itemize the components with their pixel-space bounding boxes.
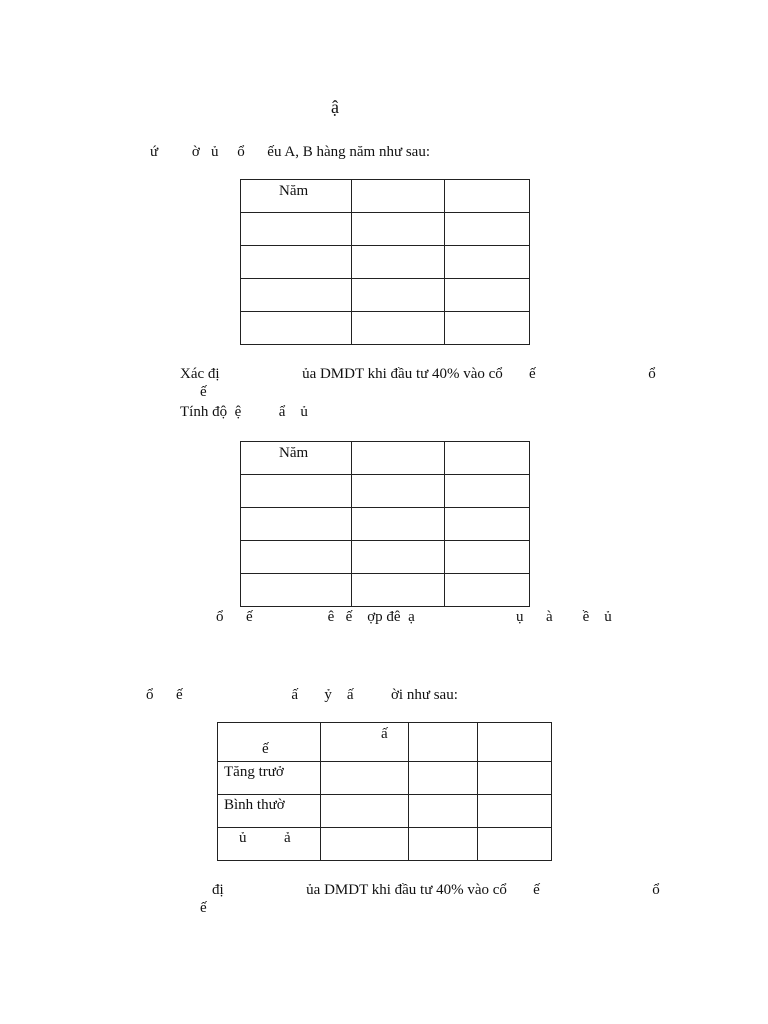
table-1	[240, 179, 530, 345]
table-cell: Tăng trưở	[218, 762, 321, 795]
table-1-header-year: Năm	[241, 180, 352, 213]
table-cell: ủ ả	[218, 828, 321, 861]
table-cell	[445, 312, 530, 345]
question-1-line-1: Xác đị ủa DMDT khi đầu tư 40% vào cổ ế ổ	[180, 366, 656, 382]
table-row	[241, 213, 530, 246]
table-cell	[352, 312, 445, 345]
table-row	[241, 574, 530, 607]
table-cell	[321, 762, 409, 795]
table-row	[241, 541, 530, 574]
table-cell	[445, 574, 530, 607]
table-cell	[478, 723, 552, 762]
table-cell	[445, 213, 530, 246]
question-3-line-2: ế	[200, 900, 207, 916]
table-row	[241, 475, 530, 508]
table-cell	[241, 312, 352, 345]
table-cell	[478, 762, 552, 795]
page-title: ậ	[331, 97, 339, 117]
table-2-header-year: Năm	[241, 442, 352, 475]
table-cell	[321, 795, 409, 828]
table-cell	[241, 541, 352, 574]
table-row	[241, 508, 530, 541]
table-cell	[445, 246, 530, 279]
table-cell: Bình thườ	[218, 795, 321, 828]
table-cell	[241, 475, 352, 508]
table-cell	[445, 508, 530, 541]
table-cell	[241, 213, 352, 246]
table-cell	[352, 574, 445, 607]
table-cell	[352, 475, 445, 508]
table-3-header-col2: ấ	[321, 723, 409, 762]
table-cell	[241, 279, 352, 312]
intro-line-1: ứ ờ ủ ổ ếu A, B hàng năm như sau:	[150, 144, 431, 160]
table-cell	[409, 762, 478, 795]
table-cell	[478, 795, 552, 828]
table-cell	[352, 213, 445, 246]
table-cell	[352, 180, 445, 213]
table-cell	[352, 279, 445, 312]
table-cell	[445, 541, 530, 574]
table-cell	[352, 541, 445, 574]
table-3-header-col1: ế	[218, 723, 321, 762]
table-cell	[445, 475, 530, 508]
table-cell	[478, 828, 552, 861]
question-3-line-1: đị ủa DMDT khi đầu tư 40% vào cổ ế ổ	[212, 882, 660, 898]
question-1-line-2: ế	[200, 384, 207, 400]
table-row	[218, 762, 552, 795]
table-cell	[352, 442, 445, 475]
table-row	[218, 828, 552, 861]
table-row	[241, 312, 530, 345]
table-cell	[241, 508, 352, 541]
table-cell	[445, 279, 530, 312]
table-cell	[409, 828, 478, 861]
intro-line-2: ổ ế ấ ỷ ấ ời như sau:	[146, 687, 458, 703]
table-cell	[352, 246, 445, 279]
table-2	[240, 441, 530, 607]
table-row	[218, 795, 552, 828]
table-cell	[241, 246, 352, 279]
table-row	[241, 279, 530, 312]
table-cell	[241, 574, 352, 607]
table-row	[241, 246, 530, 279]
question-2: Tính độ ệ ẩ ủ	[180, 404, 308, 420]
table-3	[217, 722, 552, 861]
table-cell	[409, 723, 478, 762]
table-cell	[409, 795, 478, 828]
table-cell	[321, 828, 409, 861]
table-cell	[445, 180, 530, 213]
note-line: ổ ế ê ế ợp đê ạ ụ à ề ủ	[216, 609, 612, 625]
table-cell	[445, 442, 530, 475]
table-cell	[352, 508, 445, 541]
